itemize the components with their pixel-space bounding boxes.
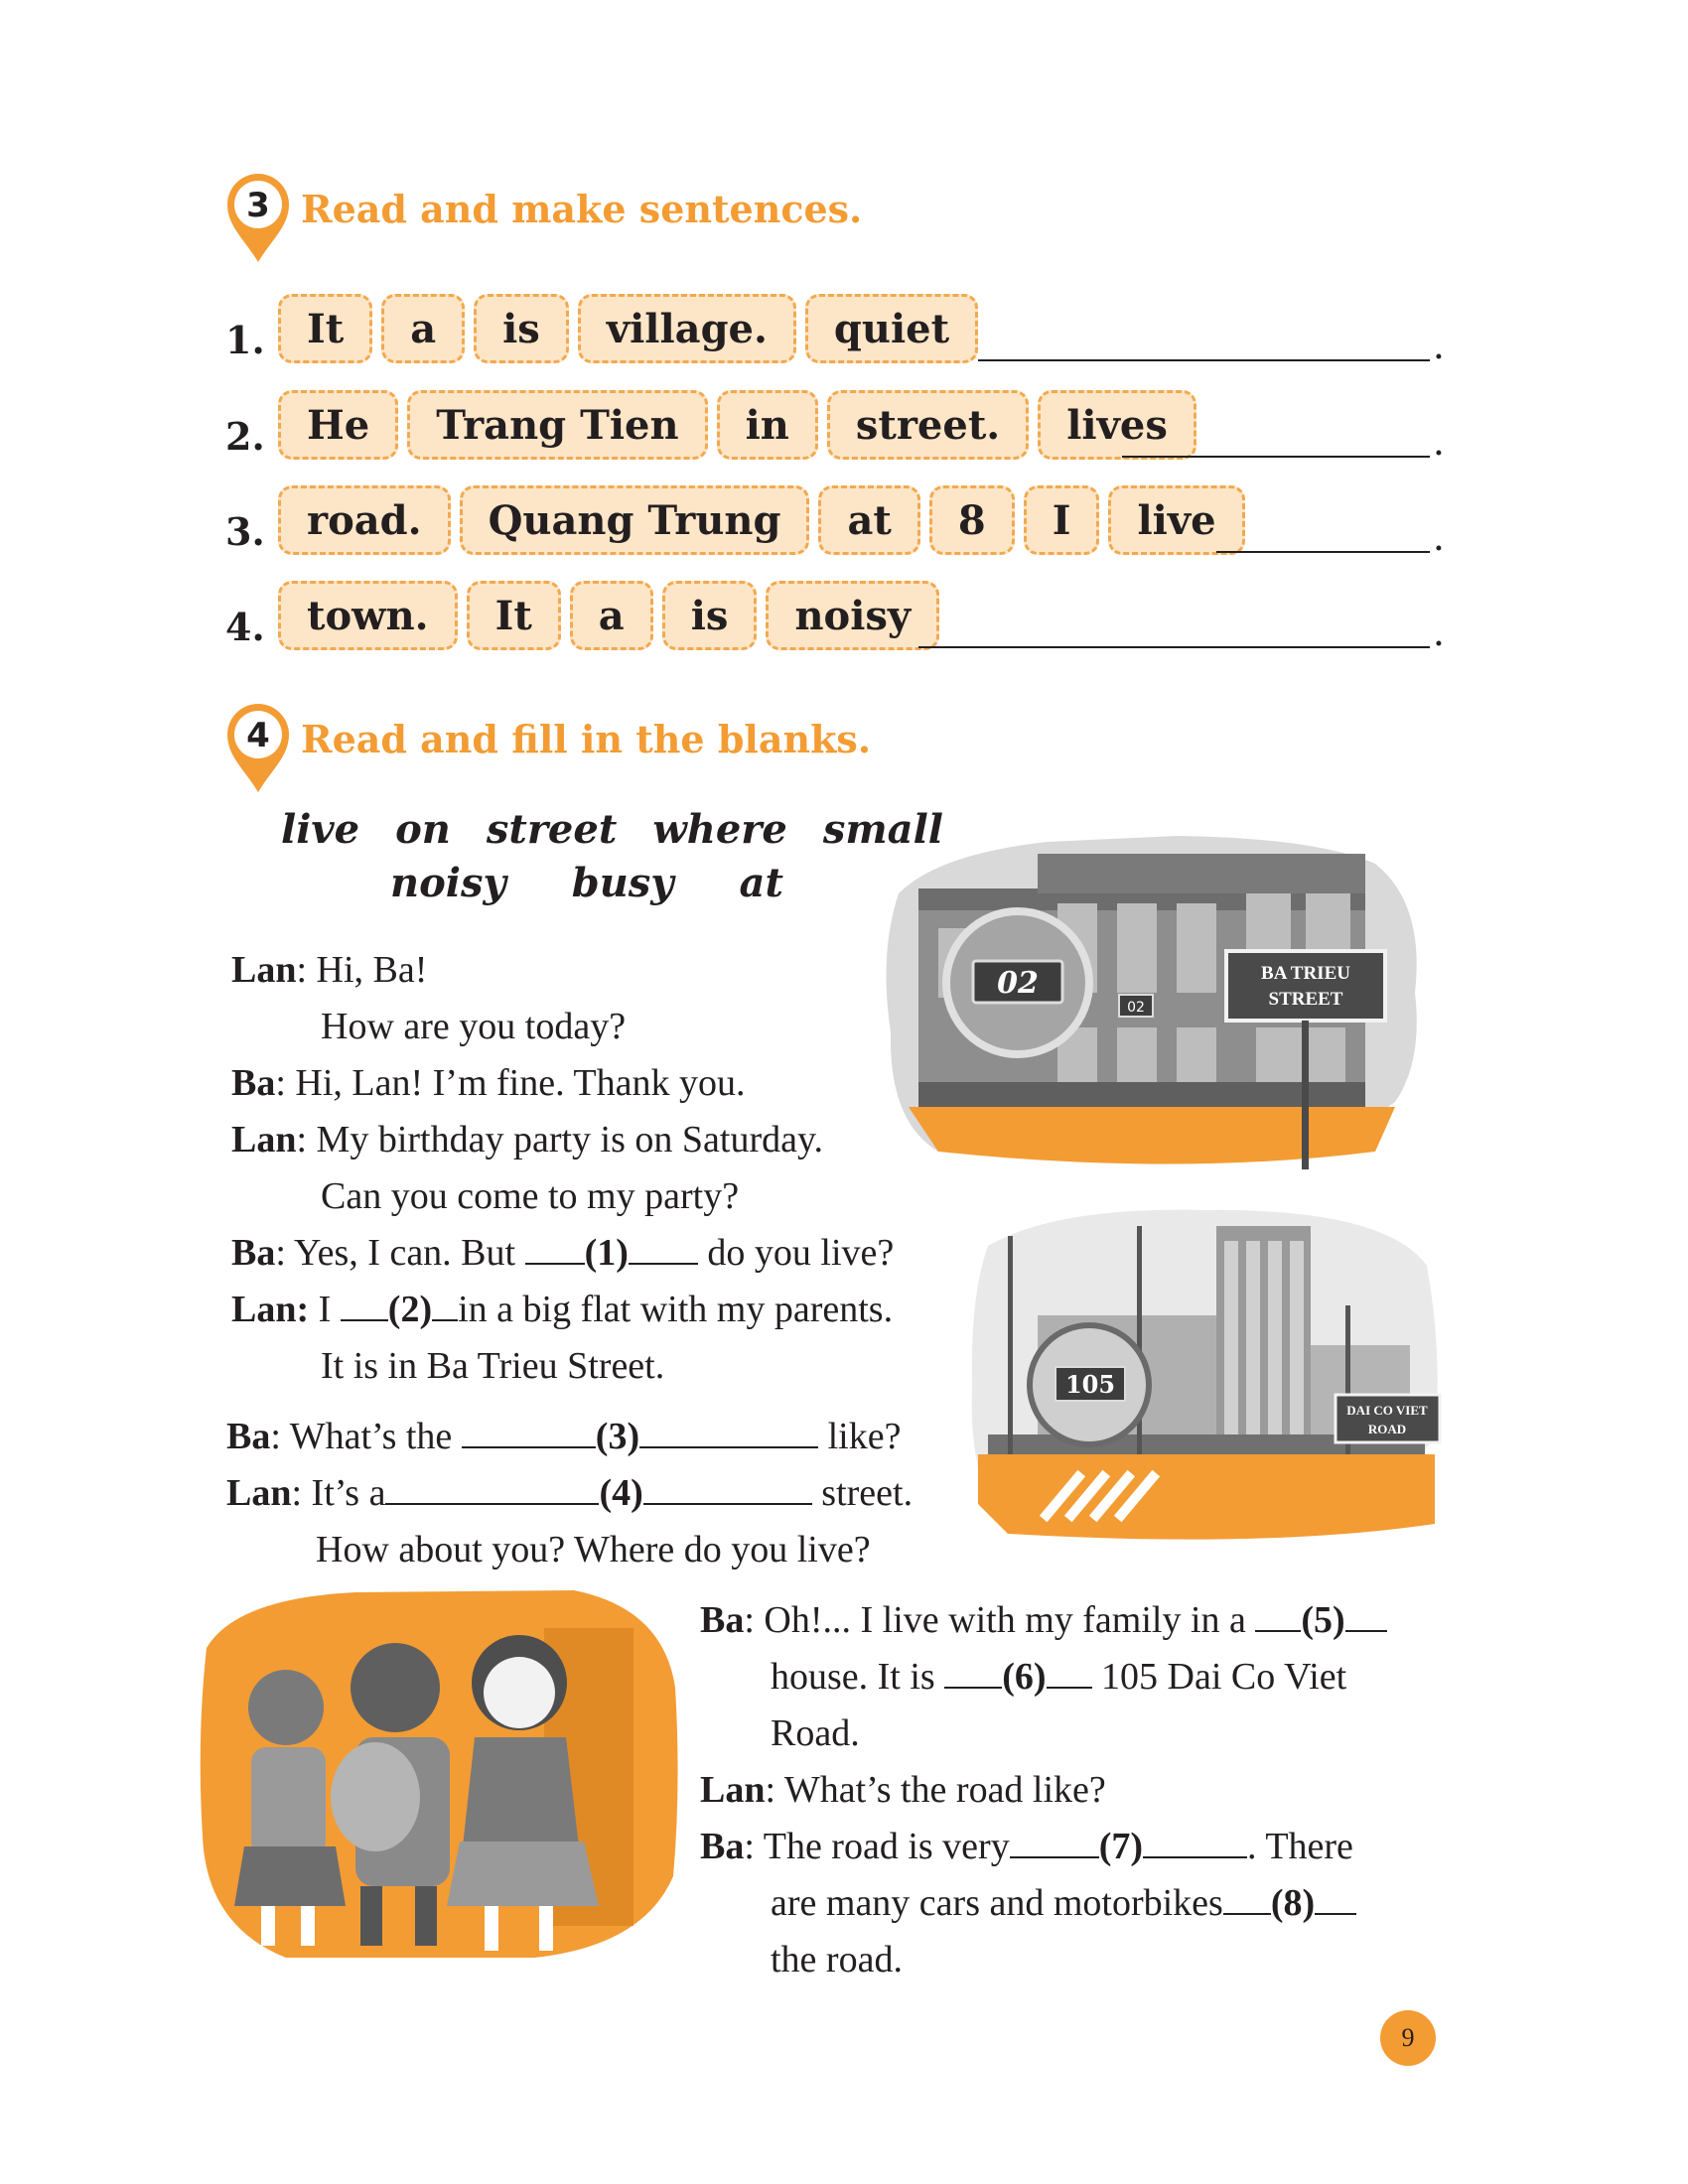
word-tile[interactable]: a (570, 581, 653, 650)
dialogue-line: Ba: What’s the (3) like? (226, 1416, 902, 1457)
dialogue-line: the road. (771, 1939, 903, 1980)
word-tile[interactable]: noisy (766, 581, 939, 650)
word-tiles (278, 390, 1196, 460)
answer-line[interactable] (1216, 551, 1430, 553)
road-sign-line-1: DAI CO VIET (1346, 1403, 1428, 1418)
word-bank-word: noisy (390, 860, 506, 906)
street-sign-line-1: BA TRIEU (1261, 963, 1350, 984)
dai-co-viet-road-illustration (968, 1206, 1445, 1544)
word-tiles (278, 581, 939, 650)
speaker: Lan (700, 1769, 766, 1811)
word-tile[interactable]: in (717, 390, 818, 460)
blank-8[interactable] (1223, 1912, 1271, 1915)
gap-number: (8) (1270, 1882, 1316, 1924)
blank-2[interactable] (432, 1318, 458, 1321)
dialogue-line: Ba: Oh!... I live with my family in a (5) (700, 1598, 1387, 1642)
dialogue-line: house. It is (6) 105 Dai Co Viet (771, 1656, 1347, 1698)
house-number-large: 02 (997, 966, 1039, 1001)
dialogue-line: Road. (771, 1712, 860, 1754)
blank-6[interactable] (944, 1686, 1002, 1689)
exercise-4-title: Read and fill in the blanks. (301, 717, 872, 761)
speaker: Ba (231, 1062, 276, 1104)
house-number-105: 105 (1064, 1370, 1116, 1399)
word-tile[interactable]: Quang Trung (460, 485, 810, 555)
blank-4[interactable] (643, 1502, 812, 1505)
word-tile[interactable]: road. (278, 485, 451, 555)
dialogue-line: Ba: Yes, I can. But (1) do you live? (231, 1232, 895, 1274)
dialogue-line: Lan: My birthday party is on Saturday. (231, 1119, 823, 1160)
blank-1[interactable] (629, 1262, 698, 1265)
speaker: Ba (700, 1826, 745, 1867)
blank-3[interactable] (639, 1445, 818, 1448)
location-pin-icon (223, 697, 293, 796)
word-tile[interactable]: He (278, 390, 398, 460)
answer-line[interactable] (978, 359, 1430, 361)
word-bank-word: street (486, 806, 618, 853)
sentence-row-2 (223, 390, 1445, 464)
speaker: Lan: (231, 1289, 310, 1330)
answer-line[interactable] (918, 646, 1430, 648)
word-tile[interactable]: street. (827, 390, 1029, 460)
row-number: 2. (225, 414, 265, 459)
blank-5[interactable] (1345, 1629, 1387, 1632)
dialogue-line: Lan: Hi, Ba! (231, 949, 428, 991)
row-number: 1. (225, 318, 265, 362)
ba-trieu-street-illustration (879, 834, 1425, 1171)
dialogue-line: Can you come to my party? (321, 1175, 740, 1217)
dialogue-line: Ba: Hi, Lan! I’m fine. Thank you. (231, 1062, 746, 1104)
word-tile[interactable]: town. (278, 581, 458, 650)
gap-number: (5) (1301, 1599, 1345, 1641)
word-tile[interactable]: is (662, 581, 758, 650)
gap-number: (4) (599, 1472, 643, 1514)
blank-3[interactable] (462, 1445, 596, 1448)
page-number: 9 (1380, 2010, 1436, 2066)
word-tile[interactable]: quiet (805, 294, 978, 363)
dialogue-line: are many cars and motorbikes (8) (771, 1881, 1356, 1925)
dialogue-line: Lan: It’s a (4) street. (226, 1472, 914, 1514)
exercise-3-title: Read and make sentences. (301, 187, 863, 231)
word-tile[interactable]: It (467, 581, 561, 650)
children-walking-illustration (197, 1588, 683, 1961)
speaker: Ba (231, 1232, 276, 1274)
blank-4[interactable] (385, 1502, 599, 1505)
word-bank-word: live (281, 806, 360, 853)
word-tile[interactable]: I (1024, 485, 1100, 555)
speaker: Ba (700, 1599, 745, 1641)
row-number: 4. (225, 605, 265, 649)
blank-7[interactable] (1143, 1855, 1247, 1858)
dialogue-line: Lan: I (2) in a big flat with my parents. (231, 1289, 894, 1330)
word-tile[interactable]: It (278, 294, 372, 363)
exercise-4-number: 4 (246, 716, 270, 755)
word-bank-word: on (395, 806, 451, 853)
speaker: Lan (231, 949, 297, 991)
blank-1[interactable] (525, 1262, 585, 1265)
word-tile[interactable]: a (381, 294, 465, 363)
house-number-small: 02 (1127, 1000, 1145, 1016)
word-tile[interactable]: lives (1038, 390, 1196, 460)
sentence-row-4 (223, 581, 1445, 654)
period: . (1432, 611, 1445, 654)
word-tiles (278, 485, 1245, 555)
gap-number: (3) (595, 1416, 640, 1457)
sentence-row-1 (223, 294, 1445, 367)
dialogue-line: It is in Ba Trieu Street. (321, 1345, 665, 1387)
row-number: 3. (225, 509, 265, 554)
dialogue-line: How are you today? (321, 1006, 627, 1047)
blank-6[interactable] (1047, 1686, 1092, 1689)
exercise-3-number: 3 (246, 186, 270, 225)
location-pin-icon (223, 167, 293, 266)
word-bank-word: at (739, 860, 783, 906)
word-bank-word: small (822, 806, 943, 853)
speaker: Ba (226, 1416, 271, 1457)
word-bank-row-1 (281, 806, 979, 853)
word-bank-row-2 (390, 860, 819, 906)
period: . (1432, 515, 1445, 559)
word-tile[interactable]: live (1108, 485, 1244, 555)
word-tile[interactable]: at (818, 485, 919, 555)
word-tile[interactable]: village. (578, 294, 796, 363)
gap-number: (6) (1002, 1656, 1047, 1698)
blank-2[interactable] (341, 1318, 388, 1321)
sentence-row-3 (223, 485, 1445, 559)
word-bank-word: where (652, 806, 787, 853)
gap-number: (1) (584, 1232, 629, 1274)
gap-number: (7) (1098, 1826, 1144, 1867)
blank-8[interactable] (1315, 1912, 1356, 1915)
period: . (1432, 324, 1445, 367)
word-bank-word: busy (571, 860, 674, 906)
word-tile[interactable]: 8 (929, 485, 1015, 555)
speaker: Lan (231, 1119, 297, 1160)
dialogue-line: Ba: The road is very (7) . There (700, 1826, 1353, 1867)
period: . (1432, 420, 1445, 464)
word-tiles (278, 294, 978, 363)
answer-line[interactable] (1122, 456, 1430, 458)
word-tile[interactable]: Trang Tien (407, 390, 707, 460)
blank-5[interactable] (1255, 1629, 1301, 1632)
road-sign-line-2: ROAD (1367, 1422, 1407, 1436)
street-sign-line-2: STREET (1268, 989, 1343, 1010)
blank-7[interactable] (1010, 1855, 1099, 1858)
gap-number: (2) (387, 1289, 433, 1330)
word-tile[interactable]: is (474, 294, 569, 363)
dialogue-line: How about you? Where do you live? (316, 1529, 871, 1570)
speaker: Lan (226, 1472, 292, 1514)
dialogue-line: Lan: What’s the road like? (700, 1769, 1106, 1811)
